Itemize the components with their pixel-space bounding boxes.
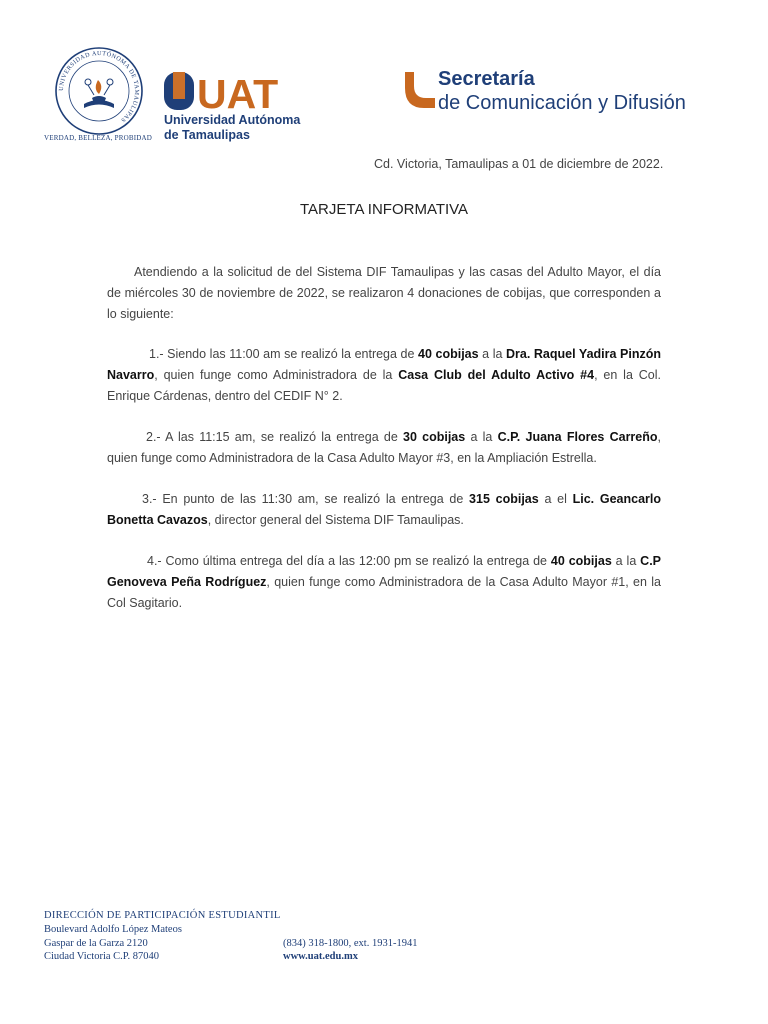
item4-text: a la xyxy=(611,554,641,568)
document-title: TARJETA INFORMATIVA xyxy=(300,201,469,218)
secretaria-subtitle: de Comunicación y Difusión xyxy=(438,92,686,114)
item3-text: 3.- En punto de las 11:30 am, se realizó la entrega de xyxy=(142,492,470,506)
item2-text: , quien funge como Administradora de la Casa Adulto Mayor #3, en la Ampliación Estrella. xyxy=(107,430,662,465)
item2-quantity: 30 cobijas xyxy=(403,430,466,444)
footer-address-line1: Boulevard Adolfo López Mateos xyxy=(44,924,182,935)
footer-address-line3: Ciudad Victoria C.P. 87040 xyxy=(44,951,159,962)
secretaria-title: Secretaría xyxy=(438,68,535,90)
seal-ring-text: UNIVERSIDAD AUTÓNOMA DE TAMAULIPAS xyxy=(57,49,141,124)
footer-address-line2: Gaspar de la Garza 2120 xyxy=(44,938,148,949)
item1-recipient: Dra. Raquel Yadira Pinzón Navarro xyxy=(107,347,661,382)
item-paragraph-4 xyxy=(107,551,661,614)
item1-text: a la xyxy=(478,347,507,361)
item3-recipient: Lic. Geancarlo Bonetta Cavazos xyxy=(107,492,661,527)
item3-text: , director general del Sistema DIF Tamaulipas. xyxy=(207,513,464,527)
item2-text: a la xyxy=(465,430,498,444)
item2-text: 2.- A las 11:15 am, se realizó la entrega de xyxy=(146,430,404,444)
item2-recipient: C.P. Juana Flores Carreño xyxy=(497,430,658,444)
uat-logo-text: UAT xyxy=(197,71,279,117)
item4-text: 4.- Como última entrega del día a las 12:00 pm se realizó la entrega de xyxy=(147,554,551,568)
item4-quantity: 40 cobijas xyxy=(550,554,612,568)
item1-text: 1.- Siendo las 11:00 am se realizó la entrega de xyxy=(149,347,419,361)
secretaria-logo-icon xyxy=(403,70,437,110)
item1-place: Casa Club del Adulto Activo #4 xyxy=(398,368,595,382)
date-line: Cd. Victoria, Tamaulipas a 01 de diciembre de 2022. xyxy=(374,157,664,171)
item-paragraph-3 xyxy=(107,489,661,531)
item4-text: , quien funge como Administradora de la Casa Adulto Mayor #1, en la Col Sagitario. xyxy=(107,575,661,610)
uat-name-line2: de Tamaulipas xyxy=(164,128,250,142)
item1-text: , en la Col. Enrique Cárdenas, dentro del CEDIF N° 2. xyxy=(107,368,662,403)
footer-department: DIRECCIÓN DE PARTICIPACIÓN ESTUDIANTIL xyxy=(44,910,281,921)
item1-text: , quien funge como Administradora de la xyxy=(154,368,399,382)
item3-quantity: 315 cobijas xyxy=(469,492,539,506)
item4-recipient: C.P Genoveva Peña Rodríguez xyxy=(107,554,662,589)
university-seal-logo xyxy=(54,46,144,136)
uat-name xyxy=(164,113,300,143)
item3-text: a el xyxy=(538,492,573,506)
item-paragraph-1 xyxy=(107,344,661,407)
item1-quantity: 40 cobijas xyxy=(418,347,479,361)
footer-phone: (834) 318-1800, ext. 1931-1941 xyxy=(283,938,418,949)
item-paragraph-2 xyxy=(107,427,661,469)
uat-name-line1: Universidad Autónoma xyxy=(164,113,301,127)
footer-website-link[interactable]: www.uat.edu.mx xyxy=(283,951,358,962)
uat-logo xyxy=(162,70,279,117)
seal-motto: VERDAD, BELLEZA, PROBIDAD xyxy=(44,134,153,142)
intro-paragraph: Atendiendo a la solicitud de del Sistema DIF Tamaulipas y las casas del Adulto Mayor, el día de miércoles 30 de noviembre de 2022, se realizaron 4 donaciones de cobijas, que corresponden a lo siguiente: xyxy=(107,265,661,321)
